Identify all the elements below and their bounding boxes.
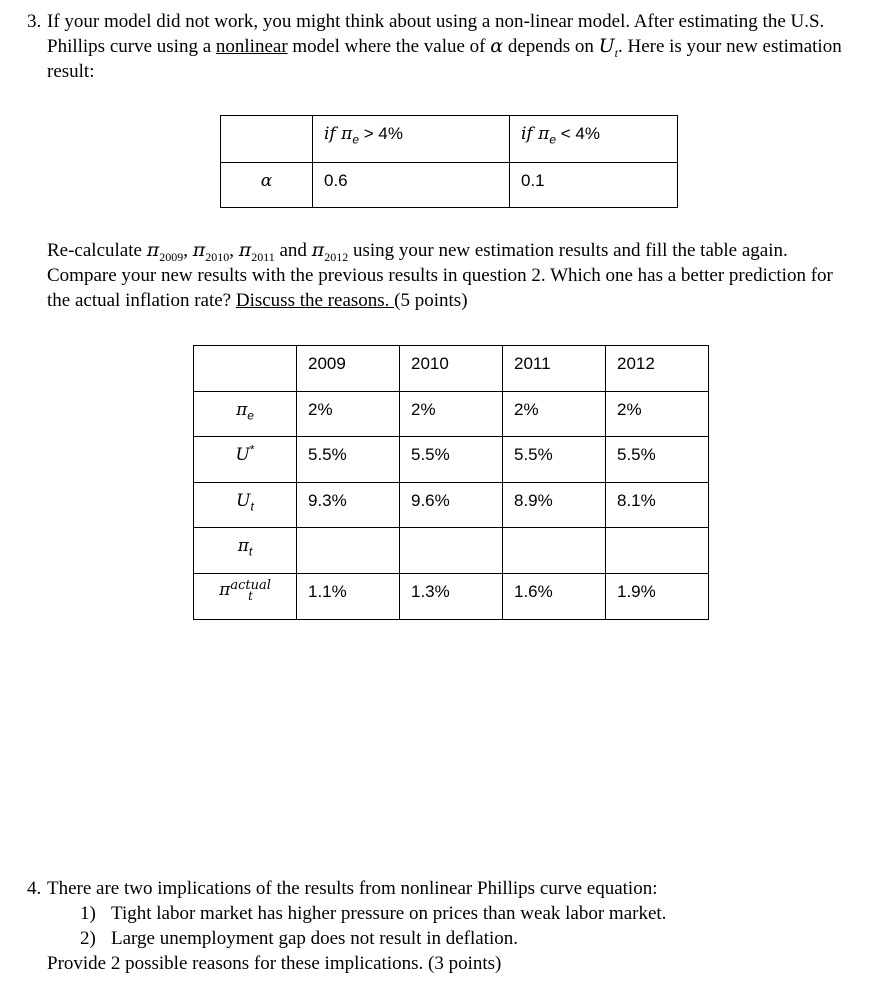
list-item [80,926,857,951]
pi-symbol: π [192,239,206,261]
table-cell: 0.1 [510,163,678,208]
recalc-text: and [274,240,312,261]
table-cell: 2% [400,392,503,437]
row-label [194,392,297,437]
recalc-text: , [183,240,193,261]
table-cell [400,528,503,574]
inflation-table [193,345,709,620]
pi-symbol: π [311,239,325,261]
table-row [194,483,709,528]
table-cell: 1.1% [297,574,400,620]
table-cell: 5.5% [400,437,503,483]
row-label [194,437,297,483]
table-cell: 5.5% [503,437,606,483]
condition-subscript: e [549,132,556,147]
question-4-intro: There are two implications of the results from nonlinear Phillips curve equation: [47,878,658,899]
table-cell: 1.6% [503,574,606,620]
question-4-prompt: Provide 2 possible reasons for these implications. (3 points) [47,953,502,974]
condition-label: if π [521,124,550,144]
table-cell [510,116,678,163]
condition-label: if π [324,124,353,144]
table-cell [313,116,510,163]
u-symbol: U [598,35,615,57]
list-item-text: Tight labor market has higher pressure on prices than weak labor market. [111,903,667,924]
recalc-paragraph [47,238,859,313]
u-subscript: t [614,45,618,60]
row-subscript: t [250,499,254,514]
year-header: 2012 [606,346,709,392]
recalc-text: Re-calculate [47,240,147,261]
recalc-text: , [229,240,239,261]
table-cell: 8.9% [503,483,606,528]
year-header: 2009 [297,346,400,392]
recalc-text: using your new estimation results and fill the table again. Compare your new results with the previous results in question 2. Which one has a better prediction for the actual inflation rate? [47,240,833,311]
row-subscript: t [248,589,253,603]
q3-text-part: model where the value of [287,36,491,57]
pi-year-subscript: 2011 [251,249,275,264]
pi-year-subscript: 2012 [324,249,349,264]
pi-year-subscript: 2010 [205,249,230,264]
table-cell: 0.6 [313,163,510,208]
q3-underlined-word: nonlinear [215,36,288,57]
table-cell: 8.1% [606,483,709,528]
alpha-symbol: α [490,35,504,57]
alpha-table-value-row [221,163,678,208]
row-symbol: π [236,400,248,420]
condition-label: > 4% [359,124,403,143]
condition-label: < 4% [556,124,600,143]
table-row [194,392,709,437]
list-item [80,901,857,926]
question-4 [27,876,857,976]
table-cell: 5.5% [297,437,400,483]
pi-year-subscript: 2009 [159,249,184,264]
row-subscript: e [247,408,254,423]
table-cell [221,116,313,163]
year-header: 2011 [503,346,606,392]
alpha-table-header-row [221,116,678,163]
table-cell: 9.6% [400,483,503,528]
table-cell [194,346,297,392]
recalc-underlined: Discuss the reasons. [235,290,395,311]
row-symbol: U [236,491,251,511]
alpha-table [220,115,678,208]
row-symbol: U [235,445,250,465]
list-item-number: 1) [80,903,96,924]
table-cell: 1.9% [606,574,709,620]
table-cell [503,528,606,574]
row-label [194,528,297,574]
list-item-number: 2) [80,928,96,949]
table-cell [606,528,709,574]
question-3-text [47,9,857,84]
row-superscript: * [249,442,255,457]
row-symbol: π [237,536,249,556]
question-3 [27,9,857,84]
row-label [194,574,297,620]
question-3-number: 3. [27,11,42,32]
table-cell: 2% [503,392,606,437]
row-superscript: actual [230,578,271,593]
question-4-number: 4. [27,878,42,899]
pi-symbol: π [238,239,252,261]
table-cell: 5.5% [606,437,709,483]
q3-text-part: If your model did not work, you might think about using a non-linear model. After estimating the U.S. Phillips curve using a [47,11,825,57]
alpha-row-label: α [260,171,273,191]
table-row [194,528,709,574]
list-item-text: Large unemployment gap does not result in deflation. [111,928,518,949]
q3-text-part: . Here is your new estimation result: [47,36,842,82]
table-cell [297,528,400,574]
recalc-points: (5 points) [394,290,468,311]
table-cell: 2% [606,392,709,437]
table-cell: 2% [297,392,400,437]
table-cell: 1.3% [400,574,503,620]
condition-subscript: e [352,132,359,147]
pi-symbol: π [146,239,160,261]
table-cell: 9.3% [297,483,400,528]
table-row [194,346,709,392]
year-header: 2010 [400,346,503,392]
row-scripts [230,580,271,602]
row-symbol: π [219,580,231,600]
row-subscript: t [248,544,253,559]
q3-text-part: depends on [503,36,599,57]
row-label [194,483,297,528]
table-row [194,437,709,483]
table-cell [221,163,313,208]
table-row [194,574,709,620]
